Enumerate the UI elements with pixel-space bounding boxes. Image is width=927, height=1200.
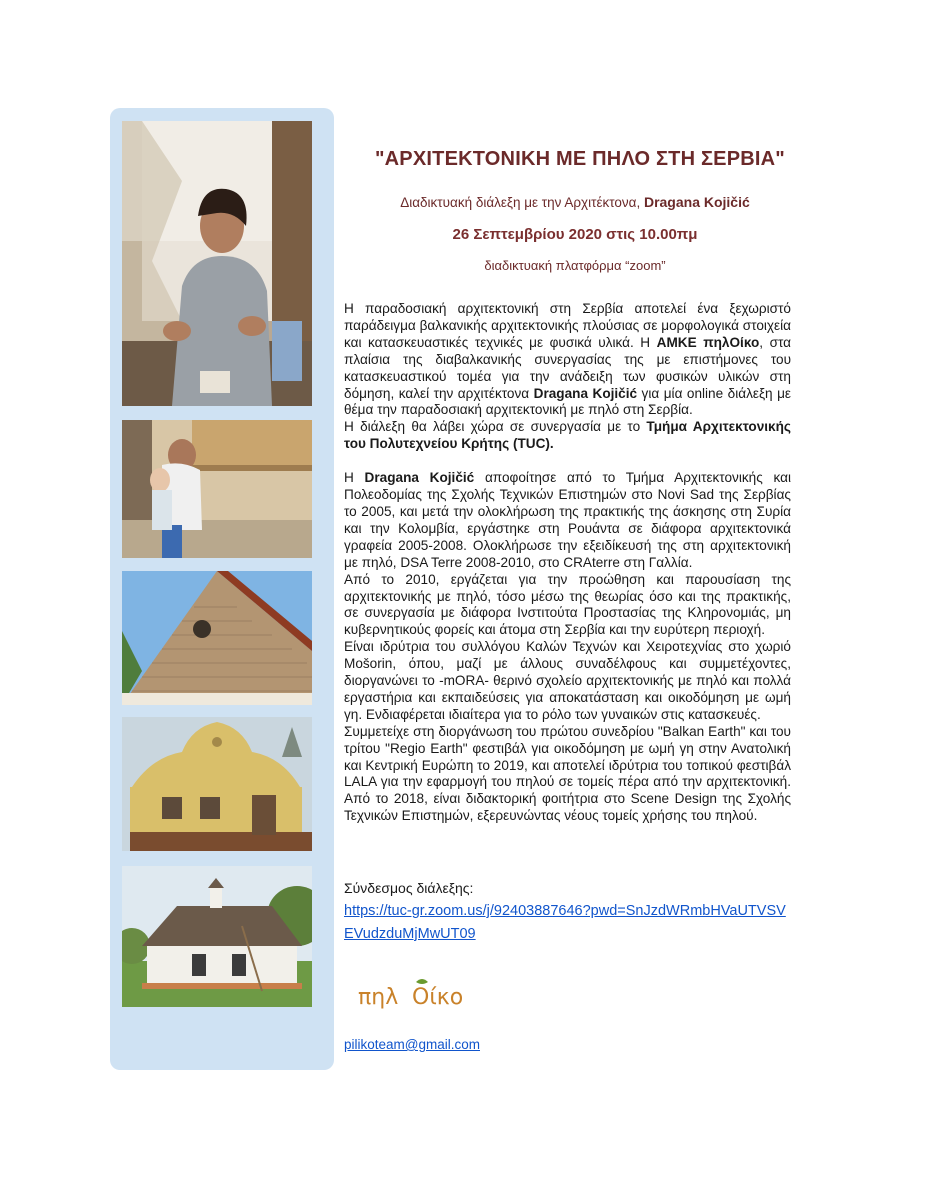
event-title: "ΑΡΧΙΤΕΚΤΟΝΙΚΗ ΜΕ ΠΗΛΟ ΣΤΗ ΣΕΡΒΙΑ" xyxy=(374,148,785,170)
bio-speaker-name: Dragana Kojičić xyxy=(364,470,475,486)
bio-paragraph-4: Συμμετείχε στη διοργάνωση του πρώτου συνεδρίου "Balkan Earth" και του τρίτου "Regio Earth" φεστιβάλ για οικοδόμηση με ωμή γη στην Ανατολική και Κεντρική Ευρώπη το 2019, και αποτελεί ιδρύτρια του τοπικού φεστιβάλ LALA για την εφαρμογή του πηλού σε τομείς πέρα από την αρχιτεκτονική. Από το 2018, είναι διδακτορική φοιτήτρια στο Scene Design της Σχολής Τεχνικών Επιστημών, εξερευνώντας νέους τομείς χρήσης του πηλού. xyxy=(344,723,791,824)
photo-yellow-house xyxy=(122,717,312,851)
photo-architect-portrait xyxy=(122,121,312,406)
collaboration-paragraph xyxy=(344,419,791,453)
zoom-link[interactable]: https://tuc-gr.zoom.us/j/92403887646?pwd=SnJzdWRmbHVaUTVSVEVudzduMjMwUT09 xyxy=(344,903,786,942)
speaker-name: Dragana Kojičić xyxy=(643,194,750,210)
collab-text: Η διάλεξη θα λάβει χώρα σε συνεργασία με το xyxy=(344,419,647,435)
event-subtitle xyxy=(340,194,810,210)
photo-white-house xyxy=(122,866,312,1007)
logo-text-b: Oίκο xyxy=(412,985,464,1010)
bio-text-a: Η xyxy=(344,470,365,486)
collab-department: Τμήμα Αρχιτεκτονικής του Πολυτεχνείου Κρήτης (TUC). xyxy=(344,419,791,452)
intro-text-a: Η παραδοσιακή αρχιτεκτονική στη Σερβία αποτελεί ένα ξεχωριστό παράδειγμα βαλκανικής αρχιτεκτονικής πλούσιας σε μορφολογικά στοιχεία και κατασκευαστικές τεχνικές με φυσικά υλικά. Η xyxy=(344,301,791,350)
logo-text-a: πηλ xyxy=(358,985,399,1010)
intro-text-c: , στα πλαίσια της διαβαλκανικής συνεργασίας της με επιστήμονες του κατασκευαστικού τομέα για την ανάδειξη των φυσικών υλικών στη δόμηση, καλεί την αρχιτέκτονα xyxy=(344,334,791,401)
photo-children-clay-wall xyxy=(122,420,312,558)
lecture-link-label: Σύνδεσμος διάλεξης: xyxy=(344,880,474,896)
piloiko-logo xyxy=(356,976,496,1016)
bio-paragraph-3: Είναι ιδρύτρια του συλλόγου Καλών Τεχνών και Χειροτεχνίας στο χωριό Mošorin, όπου, μαζί με άλλους συναδέλφους και συμμετέχοντες, διοργανώνει το -mORA- θερινό σχολείο αρχιτεκτονικής με πηλό και πολλά εργαστήρια και εκπαιδεύσεις για αποκατάσταση και οικοδόμηση με ωμή γη. Ενδιαφέρεται ιδιαίτερα για το ρόλο των γυναικών στις κατασκευές. xyxy=(344,639,791,722)
intro-text-e: για μία online διάλεξη με θέμα την παραδοσιακή αρχιτεκτονική με πηλό στη Σερβία. xyxy=(344,385,791,418)
intro-paragraph xyxy=(344,301,791,419)
event-platform: διαδικτυακή πλατφόρμα “zoom” xyxy=(484,258,666,273)
photo-brick-gable xyxy=(122,571,312,705)
contact-email[interactable]: pilikoteam@gmail.com xyxy=(344,1037,480,1052)
subtitle-prefix: Διαδικτυακή διάλεξη με την Αρχιτέκτονα, xyxy=(400,195,644,210)
leaf-icon xyxy=(416,979,428,984)
bio-paragraph-2: Από το 2010, εργάζεται για την προώθηση και παρουσίαση της αρχιτεκτονικής με πηλό, τόσο μέσω της θεωρίας όσο και της πρακτικής, σε συνεργασία με διάφορα Ινστιτούτα Προστασίας της Κληρονομιάς, μη κυβερνητικούς φορείς και άτομα στη Σερβία και την ευρύτερη περιοχή. xyxy=(344,571,791,638)
bio-paragraph-1 xyxy=(344,470,791,571)
event-description xyxy=(344,301,791,825)
event-date: 26 Σεπτεμβρίου 2020 στις 10.00πμ xyxy=(452,226,698,243)
intro-org-name: ΑΜΚΕ πηλΟίκο xyxy=(656,334,760,350)
bio-text-c: αποφοίτησε από το Τμήμα Αρχιτεκτονικής και Πολεοδομίας της Σχολής Τεχνικών Επιστημών στο Novi Sad της Σερβίας το 2005, και μετά την ολοκλήρωση της πρακτικής της άσκησης στη Συρία και την Κολομβία, εργάστηκε στη Ρουάντα σε διάφορα αρχιτεκτονικά γραφεία 2005-2008. Ολοκλήρωσε την εξειδίκευσή της στη αρχιτεκτονική με πηλό, DSA Terre 2008-2010, στο CRAterre στη Γαλλία. xyxy=(344,470,791,570)
intro-speaker-name: Dragana Kojičić xyxy=(533,385,638,401)
